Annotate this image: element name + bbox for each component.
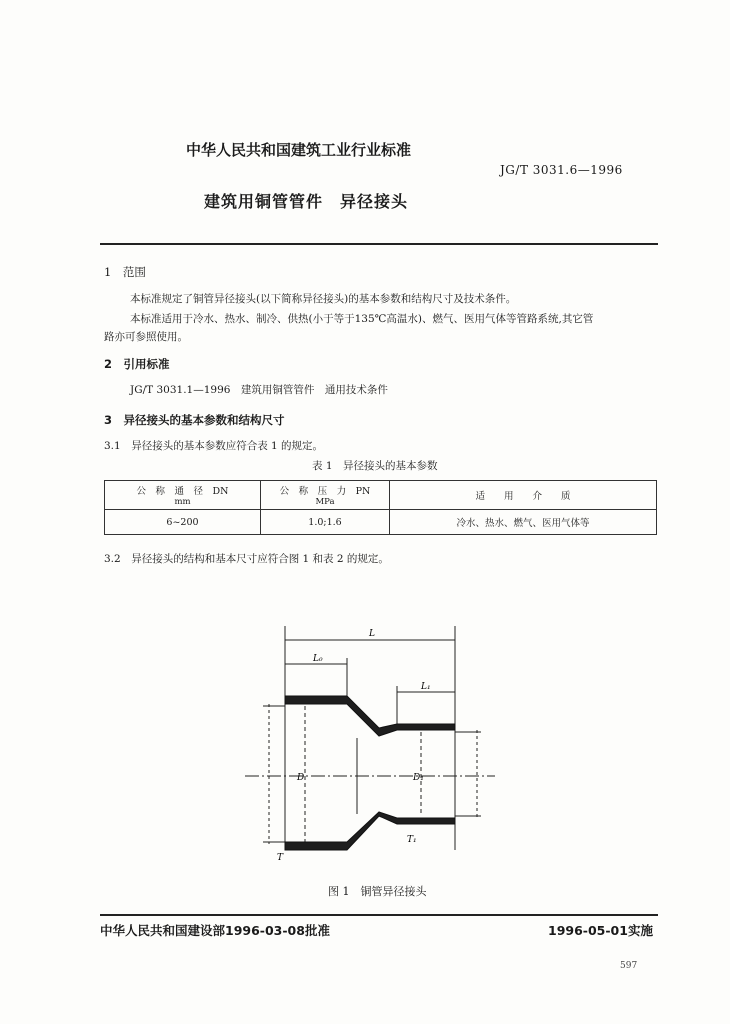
label-l: L [369,629,375,639]
label-l0: L₀ [313,654,323,664]
col-pn-unit: MPa [315,497,335,507]
effective-date: 1996-05-01实施 [548,923,653,938]
figure-1-caption: 图 1 铜管异径接头 [328,885,427,898]
table-row [105,510,657,535]
normative-reference: JG/T 3031.1—1996 建筑用铜管管件 通用技术条件 [130,384,388,396]
cell-medium: 冷水、热水、燃气、医用气体等 [390,510,657,535]
header-rule [100,243,658,245]
approval-info: 中华人民共和国建设部1996-03-08批准 [100,923,330,938]
col-dn-unit: mm [174,497,191,507]
footer-rule [100,914,658,916]
fitting-wall-bottom [285,812,455,850]
cell-pn: 1.0;1.6 [261,510,390,535]
document-title: 建筑用铜管管件 异径接头 [204,192,409,211]
section-3-heading: 3 异径接头的基本参数和结构尺寸 [104,413,285,427]
label-d: D [297,773,305,783]
label-d1: D₁ [413,773,424,783]
reducer-drawing [245,620,495,870]
section-1-paragraph-1: 本标准规定了铜管异径接头(以下简称异径接头)的基本参数和结构尺寸及技术条件。 [130,293,517,305]
section-1-paragraph-2: 本标准适用于冷水、热水、制冷、供热(小于等于135℃高温水)、燃气、医用气体等管路系统,其它管 [130,313,594,325]
section-1-heading: 1 范围 [104,265,146,279]
col-medium-header: 适 用 介 质 [390,481,657,510]
col-pn-label: 公 称 压 力 PN [279,486,371,497]
col-dn-label: 公 称 通 径 DN [136,486,229,497]
clause-3-2: 3.2 异径接头的结构和基本尺寸应符合图 1 和表 2 的规定。 [104,553,389,565]
section-2-heading: 2 引用标准 [104,357,170,371]
clause-3-1: 3.1 异径接头的基本参数应符合表 1 的规定。 [104,440,324,452]
col-pn-header [261,481,390,510]
issuing-authority: 中华人民共和国建筑工业行业标准 [186,141,412,159]
cell-dn: 6~200 [105,510,261,535]
col-dn-header [105,481,261,510]
table-1-caption: 表 1 异径接头的基本参数 [312,460,438,472]
standard-code: JG/T 3031.6—1996 [500,163,623,177]
label-t1: T₁ [407,835,417,845]
pipe-large-outline [263,706,285,842]
label-t: T [277,853,284,863]
table-1 [104,480,657,535]
section-1-paragraph-2-cont: 路亦可参照使用。 [104,331,188,343]
page-number: 597 [620,961,638,971]
fitting-wall-top [285,696,455,736]
label-l1: L₁ [421,682,431,692]
